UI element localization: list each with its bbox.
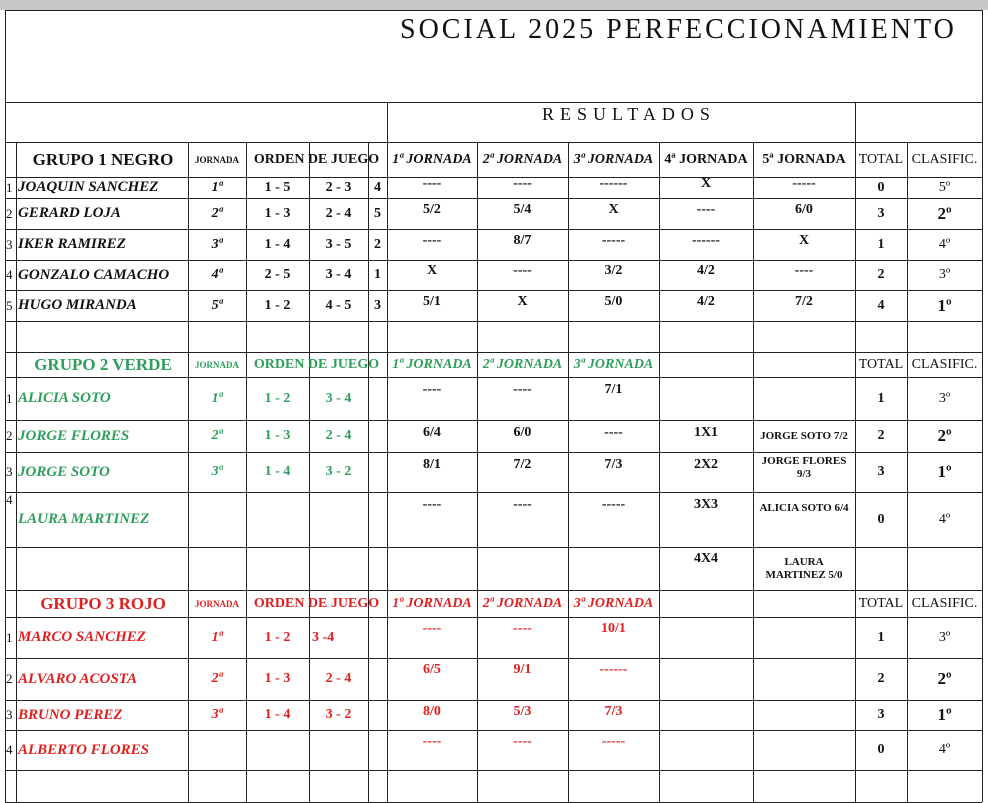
- group2-result-j3: -----: [601, 497, 626, 512]
- group1-jornada: 3ª: [211, 236, 223, 252]
- group1-result-j4: ----: [696, 201, 716, 217]
- group3-clasif: 4º: [938, 742, 951, 757]
- group1-result-j4: ------: [692, 232, 720, 248]
- group1-total: 1: [877, 236, 885, 252]
- group2-player-name: JORGE SOTO: [18, 463, 110, 480]
- group3-header-clasif: CLASIFIC.: [911, 595, 978, 611]
- group1-jornada: 1ª: [211, 179, 223, 195]
- group1-row-number: 4: [6, 267, 13, 282]
- group2-player-name: ALICIA SOTO: [18, 390, 111, 406]
- group1-row-number: 2: [6, 205, 13, 221]
- group1-header-clasif: CLASIFIC.: [911, 151, 978, 167]
- group2-pair-result: [757, 377, 851, 409]
- group1-result-j4: X: [700, 175, 712, 191]
- group2-total: 0: [877, 511, 885, 527]
- group2-clasif: 3º: [938, 390, 951, 406]
- group1-player-name: IKER RAMIREZ: [18, 236, 126, 252]
- group1-clasif: 1º: [937, 295, 952, 315]
- group2-orden-2: [309, 492, 368, 547]
- grid-line-horizontal: [5, 102, 982, 103]
- group2-header-clasif: CLASIFIC.: [911, 356, 978, 372]
- group1-orden-1: 1 - 4: [264, 236, 291, 252]
- group2-result-j3: 7/3: [604, 457, 623, 472]
- grid-line-horizontal: [5, 770, 982, 771]
- group3-row-number: 2: [6, 671, 13, 686]
- group2-header-orden: ORDEN DE JUEGO: [253, 356, 380, 372]
- group2-clasif: 2º: [937, 426, 952, 445]
- group1-header-j2: 2ª JORNADA: [482, 151, 563, 167]
- group3-result-j1: ----: [422, 621, 442, 636]
- group1-header-j1: 1ª JORNADA: [392, 151, 472, 167]
- group3-result-j2: ----: [513, 621, 532, 636]
- group2-result-j2: 6/0: [513, 425, 532, 440]
- group2-header-j1: 1ª JORNADA: [392, 356, 472, 372]
- group1-player-name: GERARD LOJA: [18, 205, 121, 221]
- group2-clasif: 1º: [937, 462, 952, 481]
- group3-player-name: ALVARO ACOSTA: [18, 670, 138, 687]
- group2-jornada: 3ª: [211, 464, 223, 479]
- group1-total: 0: [877, 179, 885, 195]
- group3-jornada: [188, 730, 246, 770]
- group3-row-number: 1: [6, 629, 13, 645]
- group2-result-j2: ----: [513, 382, 532, 397]
- group2-header-j2: 2ª JORNADA: [482, 356, 563, 372]
- group1-orden-2: 3 - 4: [325, 267, 352, 282]
- group1-result-j2: ----: [513, 263, 532, 278]
- grid-line-vertical: [982, 10, 983, 802]
- group1-result-j4: 4/2: [697, 263, 715, 278]
- group2-header-jornada: JORNADA: [195, 359, 239, 370]
- group1-clasif: 3º: [938, 267, 951, 282]
- group3-orden-1: 1 - 2: [264, 629, 291, 645]
- group1-orden-1: 1 - 2: [264, 297, 291, 313]
- group2-orden-1: [246, 492, 309, 547]
- group3-orden-2: 3 - 2: [325, 707, 352, 722]
- group1-result-j2: 5/4: [513, 201, 532, 217]
- group1-result-j3: ------: [599, 175, 628, 191]
- group3-row-number: 4: [6, 742, 13, 757]
- group2-result-j1: 6/4: [423, 425, 441, 440]
- grid-line-horizontal: [5, 321, 982, 322]
- group2-extra-pair-result: LAURA MARTINEZ 5/0: [765, 555, 843, 581]
- group1-result-j5: X: [798, 232, 810, 248]
- group2-pair: 2X2: [693, 457, 719, 472]
- group1-orden-2: 3 - 5: [325, 236, 352, 252]
- group3-result-j2: 5/3: [513, 704, 532, 719]
- page-title: SOCIAL 2025 PERFECCIONAMIENTO: [400, 14, 957, 45]
- group3-result-j3: 7/3: [604, 704, 623, 719]
- group3-clasif: 1º: [937, 705, 952, 724]
- group2-orden-2: 2 - 4: [325, 428, 352, 443]
- group1-clasif: 4º: [938, 236, 951, 252]
- group1-result-j1: 5/2: [423, 201, 441, 217]
- group2-pair: 3X3: [693, 497, 719, 512]
- group1-result-j3: X: [608, 201, 619, 217]
- group2-total: 3: [877, 464, 885, 479]
- group1-header-total: TOTAL: [858, 151, 904, 167]
- group2-jornada: 1ª: [211, 390, 223, 406]
- group3-result-j1: 8/0: [423, 704, 441, 719]
- group1-total: 3: [877, 205, 885, 221]
- group3-orden-1: 1 - 3: [264, 671, 291, 686]
- group1-bye: 5: [374, 205, 381, 221]
- group1-result-j2: X: [517, 293, 528, 309]
- group1-row-number: 3: [6, 236, 13, 252]
- group1-orden-2: 2 - 3: [325, 179, 352, 195]
- group3-header-orden: ORDEN DE JUEGO: [253, 595, 380, 611]
- group1-result-j2: 8/7: [513, 232, 532, 248]
- group3-result-j2: ----: [513, 734, 532, 749]
- group3-result-j3: -----: [601, 734, 626, 749]
- group2-result-j2: ----: [513, 497, 532, 512]
- group2-pair-result: ALICIA SOTO 6/4: [759, 501, 849, 514]
- group1-result-j3: 5/0: [604, 293, 623, 309]
- group1-header-orden: ORDEN DE JUEGO: [253, 151, 380, 167]
- group1-orden-1: 1 - 3: [264, 205, 291, 221]
- group3-total: 2: [877, 671, 885, 686]
- group3-orden-1: [246, 730, 309, 770]
- group3-header-j1: 1ª JORNADA: [392, 595, 472, 611]
- group1-player-name: HUGO MIRANDA: [18, 297, 137, 313]
- group1-result-j5: -----: [792, 175, 816, 191]
- group1-orden-1: 2 - 5: [264, 267, 291, 282]
- group2-pair: 1X1: [693, 425, 719, 440]
- group3-clasif: 3º: [938, 629, 951, 645]
- group1-bye: 3: [374, 297, 381, 313]
- group1-jornada: 5ª: [211, 297, 223, 313]
- group1-player-name: JOAQUIN SANCHEZ: [18, 179, 159, 195]
- group1-total: 2: [877, 267, 885, 282]
- group3-result-j3: 10/1: [601, 621, 626, 636]
- group1-jornada: 2ª: [211, 205, 223, 221]
- group3-header-j3: 3ª JORNADA: [573, 595, 654, 611]
- group1-result-j5: 7/2: [795, 293, 813, 309]
- group2-orden-2: 3 - 4: [325, 390, 352, 406]
- spreadsheet: [0, 10, 988, 802]
- group2-pair-result: JORGE FLORES 9/3: [761, 455, 847, 480]
- group1-result-j1: ----: [422, 175, 442, 191]
- group2-orden-1: 1 - 3: [264, 428, 291, 443]
- grid-line-vertical: [16, 142, 17, 802]
- group2-player-name: LAURA MARTINEZ: [18, 511, 150, 527]
- group1-clasif: 2º: [937, 203, 952, 223]
- group1-result-j3: -----: [601, 232, 626, 248]
- group2-title: GRUPO 2 VERDE: [34, 354, 172, 374]
- group2-jornada: 2ª: [211, 428, 223, 443]
- group2-total: 2: [877, 428, 885, 443]
- group3-orden-2: [309, 730, 368, 770]
- group2-row-number: 1: [6, 390, 13, 406]
- group1-header-j5: 5ª JORNADA: [762, 151, 846, 167]
- group3-player-name: ALBERTO FLORES: [18, 741, 150, 758]
- group2-header-j3: 3ª JORNADA: [573, 356, 654, 372]
- group3-jornada: 3ª: [211, 707, 223, 722]
- group3-player-name: MARCO SANCHEZ: [18, 629, 146, 645]
- group3-header-jornada: JORNADA: [195, 598, 239, 609]
- group1-orden-1: 1 - 5: [264, 179, 291, 195]
- group3-row-number: 3: [6, 707, 13, 722]
- group2-jornada: [188, 492, 246, 547]
- group3-result-j3: ------: [599, 662, 628, 677]
- group1-header-j3: 3ª JORNADA: [573, 151, 654, 167]
- group1-result-j5: ----: [794, 263, 814, 278]
- resultados-label: RESULTADOS: [542, 104, 716, 124]
- group2-extra-pair: 4X4: [693, 550, 719, 566]
- group1-result-j3: 3/2: [604, 263, 623, 278]
- group2-clasif: 4º: [938, 511, 951, 527]
- group2-orden-1: 1 - 2: [264, 390, 291, 406]
- group2-orden-2: 3 - 2: [325, 464, 352, 479]
- group3-result-j1: ----: [422, 734, 442, 749]
- group3-orden-2: 2 - 4: [325, 671, 352, 686]
- group2-result-j1: 8/1: [423, 457, 441, 472]
- group1-result-j5: 6/0: [795, 201, 813, 217]
- group3-total: 1: [877, 629, 885, 645]
- group3-orden-2: 3 -4: [312, 629, 335, 645]
- group1-header-j4: 4ª JORNADA: [664, 151, 748, 167]
- group2-result-j2: 7/2: [513, 457, 532, 472]
- group3-jornada: 2ª: [211, 671, 223, 686]
- group1-result-j4: 4/2: [697, 293, 715, 309]
- group2-row-number: 4: [6, 492, 13, 507]
- group2-result-j1: ----: [422, 497, 442, 512]
- group3-total: 3: [877, 707, 885, 722]
- group2-header-total: TOTAL: [858, 356, 904, 372]
- group2-row-number: 2: [6, 428, 13, 443]
- group1-title: GRUPO 1 NEGRO: [32, 149, 174, 169]
- group1-header-jornada: JORNADA: [195, 154, 239, 165]
- group3-title: GRUPO 3 ROJO: [40, 593, 166, 613]
- group2-player-name: JORGE FLORES: [18, 427, 130, 444]
- group2-pair: [659, 377, 753, 403]
- group1-bye: 4: [374, 179, 381, 195]
- group1-result-j1: ----: [422, 232, 442, 248]
- group1-jornada: 4ª: [211, 267, 223, 282]
- group3-header-j2: 2ª JORNADA: [482, 595, 563, 611]
- group2-result-j3: 7/1: [604, 382, 623, 397]
- group3-result-j2: 9/1: [513, 662, 532, 677]
- group2-pair-result: JORGE SOTO 7/2: [760, 429, 848, 442]
- grid-line-horizontal: [5, 10, 982, 11]
- group1-orden-2: 4 - 5: [325, 297, 352, 313]
- group1-row-number: 5: [6, 297, 13, 313]
- group3-jornada: 1ª: [211, 629, 223, 645]
- group1-clasif: 5º: [938, 179, 951, 195]
- group1-player-name: GONZALO CAMACHO: [18, 266, 170, 283]
- group2-row-number: 3: [6, 464, 13, 479]
- group1-bye: 1: [374, 267, 381, 282]
- group2-orden-1: 1 - 4: [264, 464, 291, 479]
- group3-player-name: BRUNO PEREZ: [18, 706, 123, 723]
- group3-header-total: TOTAL: [858, 595, 904, 611]
- group2-result-j3: ----: [604, 425, 623, 440]
- group3-result-j1: 6/5: [423, 662, 441, 677]
- group1-result-j2: ----: [513, 175, 532, 191]
- group1-total: 4: [877, 297, 885, 313]
- group3-total: 0: [877, 742, 885, 757]
- group2-total: 1: [877, 390, 885, 406]
- group1-result-j1: 5/1: [423, 293, 441, 309]
- group1-bye: 2: [374, 236, 381, 252]
- group3-clasif: 2º: [937, 669, 952, 688]
- group1-row-number: 1: [6, 179, 13, 195]
- group3-orden-1: 1 - 4: [264, 707, 291, 722]
- group2-result-j1: ----: [422, 382, 442, 397]
- group1-result-j1: X: [426, 263, 438, 278]
- window-top-bar: [0, 0, 988, 10]
- group1-orden-2: 2 - 4: [325, 205, 352, 221]
